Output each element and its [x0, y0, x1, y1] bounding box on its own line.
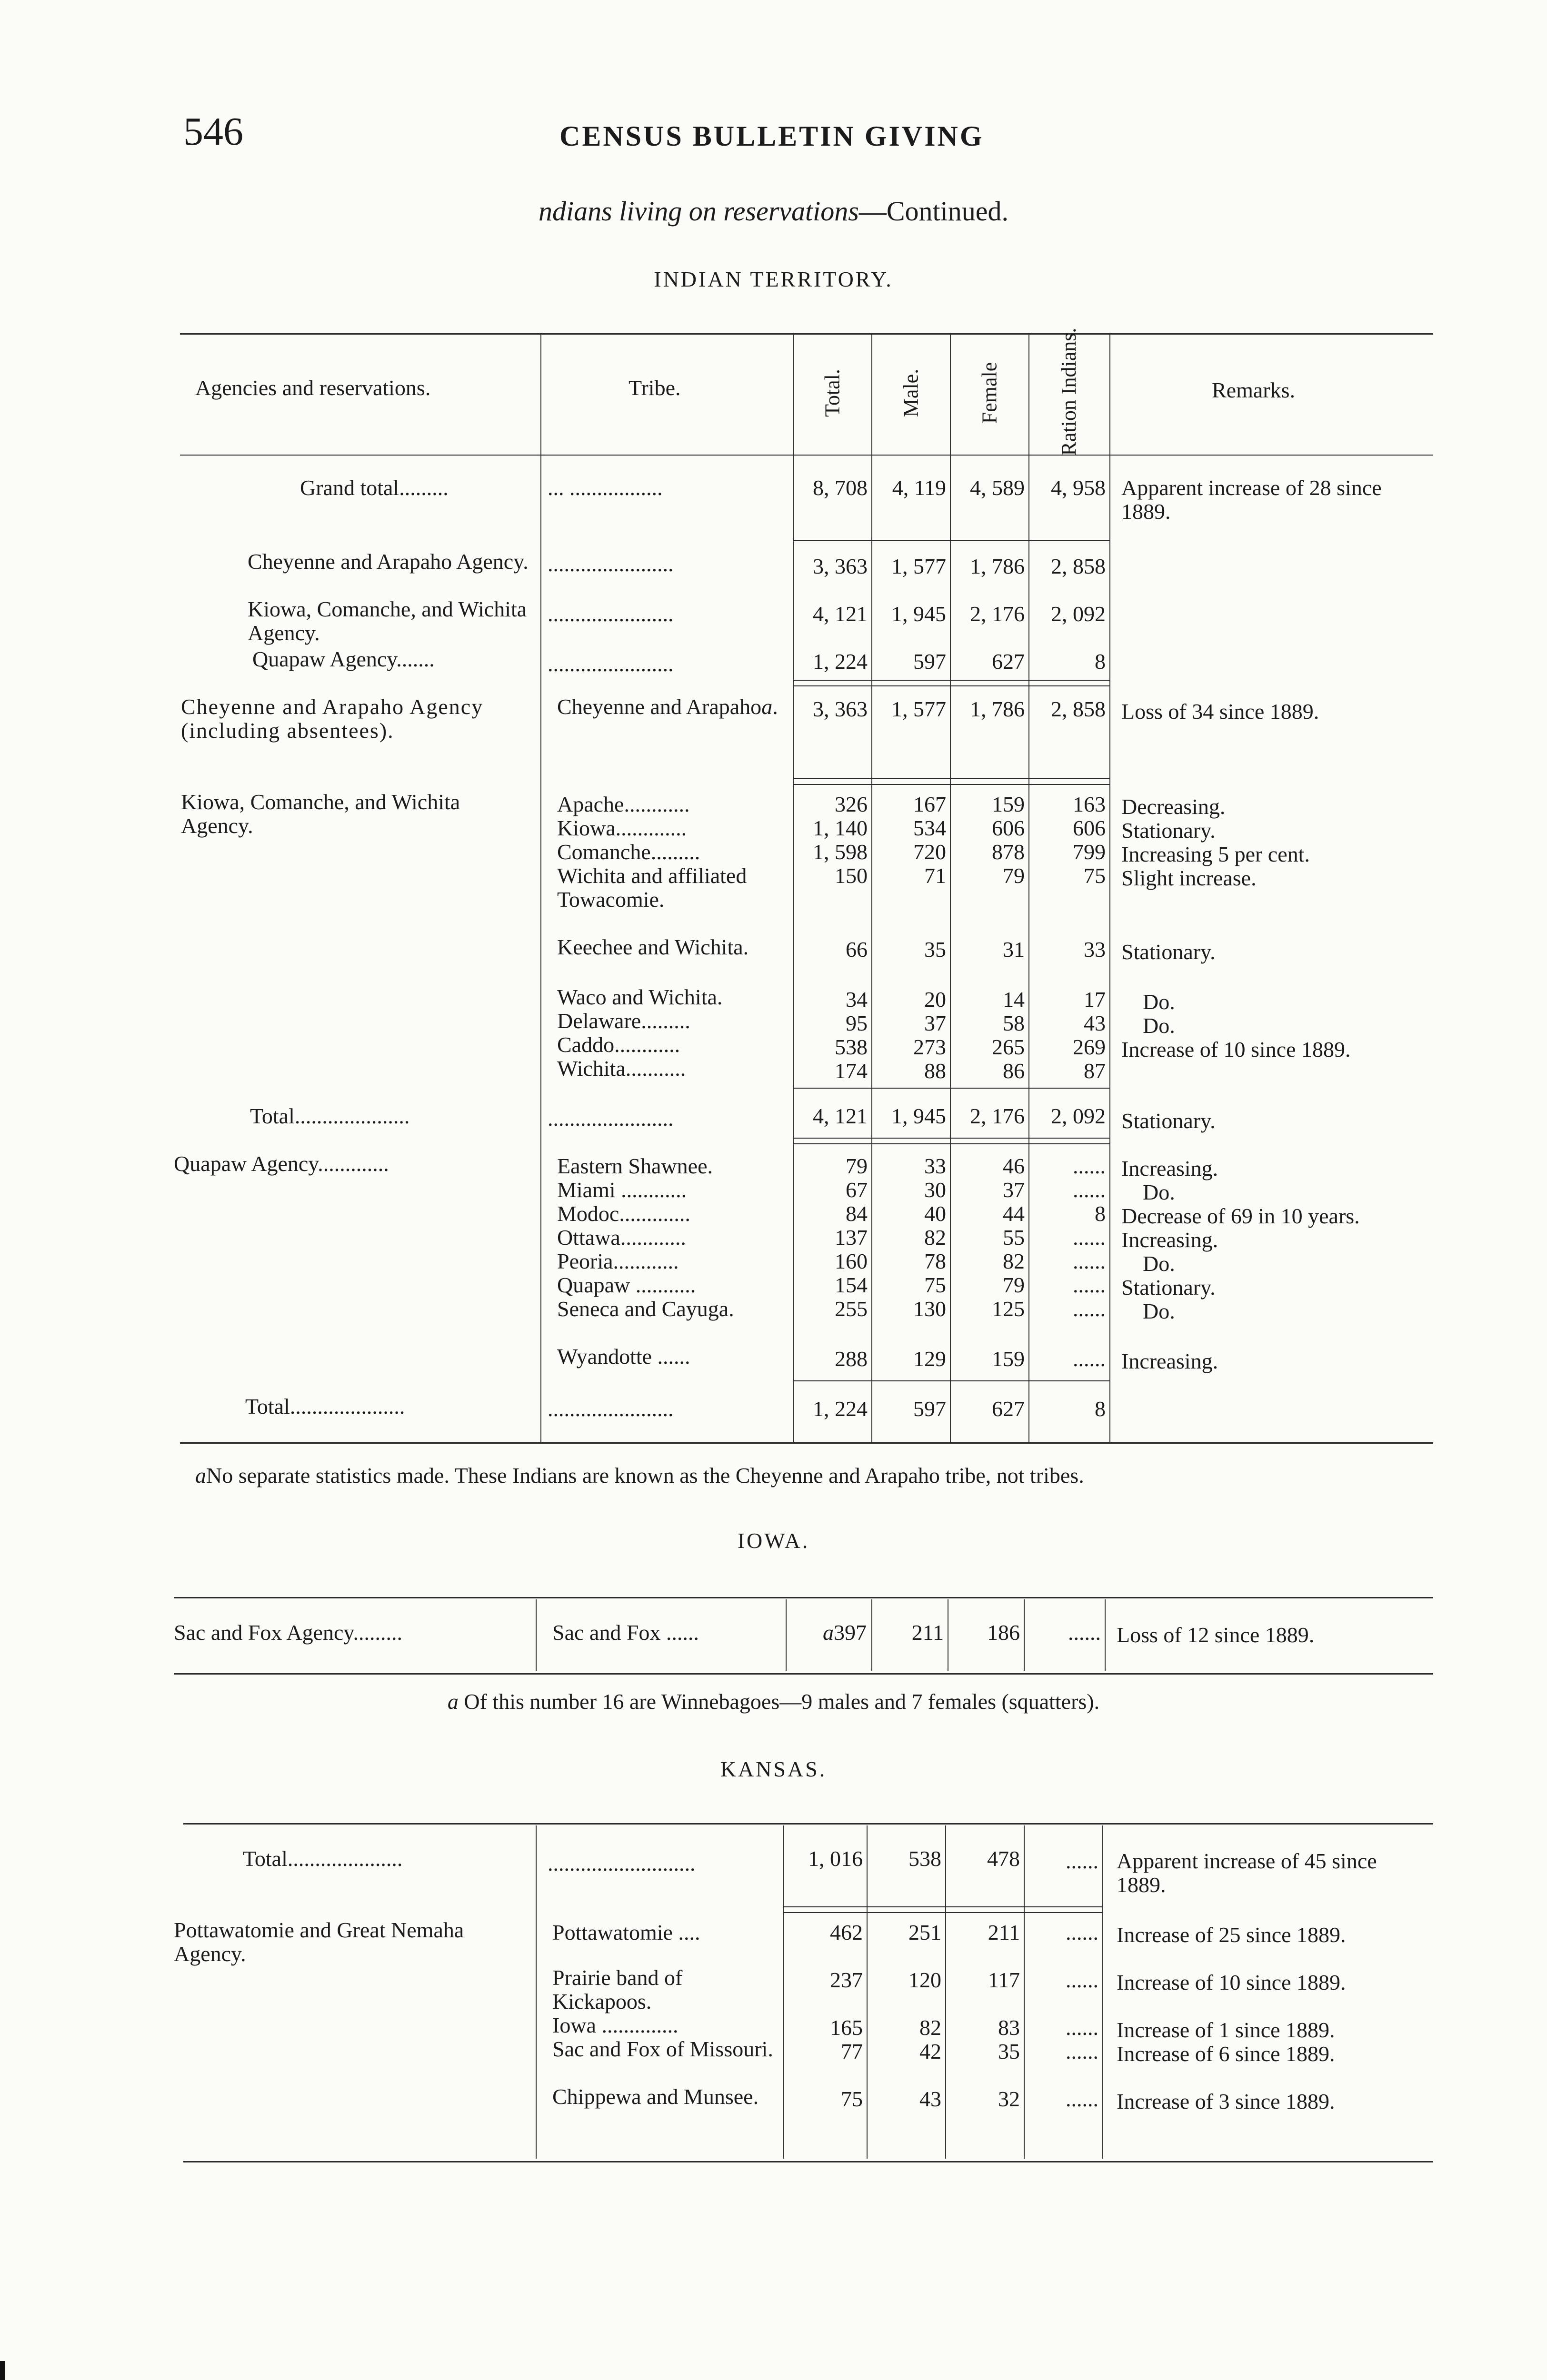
footnote-mark: a — [761, 694, 773, 719]
cell-total: 3, 363 — [813, 697, 868, 721]
table-top-rule — [174, 1597, 1433, 1598]
cell-ration: ...... — [1066, 1968, 1098, 1992]
agency-label-kiowa: Kiowa, Comanche, and Wichita Agency. — [181, 790, 460, 838]
col-divider — [783, 1825, 784, 2159]
cell-ration: 606 — [1073, 816, 1106, 840]
cell-ration: 8 — [1095, 1201, 1106, 1226]
cell-female: 82 — [1003, 1249, 1025, 1273]
cell-female: 44 — [1003, 1201, 1025, 1226]
cell-female: 86 — [1003, 1059, 1025, 1083]
cell-total: 77 — [841, 2039, 863, 2063]
header-total: Total. — [820, 369, 844, 417]
total-value: 397 — [834, 1620, 867, 1645]
cell-male: 40 — [924, 1201, 946, 1226]
cell-male: 120 — [908, 1968, 941, 1992]
cell-male: 251 — [908, 1920, 941, 1944]
cell-remarks: Increase of 10 since 1889. — [1121, 1037, 1351, 1061]
cell-ration: ...... — [1073, 1347, 1106, 1371]
cell-total: 95 — [846, 1011, 868, 1035]
cell-male: 78 — [924, 1249, 946, 1273]
agency-label-quapaw: Quapaw Agency............. — [174, 1151, 389, 1176]
cell-ration: ...... — [1073, 1225, 1106, 1250]
cell-male: 273 — [913, 1035, 946, 1059]
cell-male: 167 — [913, 792, 946, 816]
scan-edge — [0, 2361, 5, 2380]
table-bottom-rule — [180, 1442, 1433, 1444]
cell-total: 288 — [835, 1347, 868, 1371]
cell-female: 606 — [992, 816, 1025, 840]
row-label: Cheyenne and Arapaho Agency (including absentees). — [181, 694, 484, 743]
row-tribe: ....................... — [548, 652, 674, 676]
cell-remarks: Decrease of 69 in 10 years. — [1121, 1204, 1360, 1228]
page-number: 546 — [183, 109, 243, 154]
cell-male: 71 — [924, 863, 946, 888]
cell-total: 326 — [835, 792, 868, 816]
cell-male: 534 — [913, 816, 946, 840]
cell-female: 1, 786 — [970, 697, 1025, 721]
cell-remarks: Increase of 3 since 1889. — [1117, 2089, 1335, 2113]
row-tribe: Peoria............ — [557, 1249, 679, 1273]
cell-ration: 43 — [1084, 1011, 1106, 1035]
cell-female: 83 — [998, 2015, 1020, 2040]
cell-total: 1, 598 — [813, 840, 868, 864]
row-label: Total..................... — [243, 1846, 403, 1871]
row-tribe: Chippewa and Munsee. — [552, 2084, 759, 2109]
cell-total: 4, 121 — [813, 602, 868, 626]
cell-ration: ...... — [1073, 1249, 1106, 1273]
cell-male: 538 — [908, 1846, 941, 1871]
cell-male: 597 — [913, 1397, 946, 1421]
cell-female: 58 — [1003, 1011, 1025, 1035]
cell-remarks: Increase of 10 since 1889. — [1117, 1970, 1346, 1994]
cell-ration: ...... — [1066, 1849, 1098, 1873]
row-tribe: ....................... — [548, 552, 674, 576]
cell-remarks: Increasing. — [1121, 1228, 1218, 1252]
cell-ration: 4, 958 — [1051, 476, 1106, 500]
col-divider — [1105, 1599, 1106, 1671]
cell-ration: ...... — [1073, 1297, 1106, 1321]
col-divider — [793, 333, 794, 1442]
cell-ration: ...... — [1073, 1178, 1106, 1202]
cell-ration: 2, 092 — [1051, 1104, 1106, 1128]
row-tribe: Wyandotte ...... — [557, 1344, 690, 1368]
cell-ration: ...... — [1073, 1154, 1106, 1178]
row-tribe: Caddo............ — [557, 1032, 680, 1057]
cell-ration: 33 — [1084, 937, 1106, 962]
cell-female: 878 — [992, 840, 1025, 864]
subtotal-rule — [793, 1380, 1109, 1381]
row-tribe: ....................... — [548, 1106, 674, 1130]
cell-ration: 87 — [1084, 1059, 1106, 1083]
cell-male: 130 — [913, 1297, 946, 1321]
cell-remarks: Increasing. — [1121, 1156, 1218, 1180]
cell-total: 3, 363 — [813, 554, 868, 578]
cell-remarks: Do. — [1143, 1180, 1175, 1204]
row-label: Total..................... — [245, 1394, 405, 1418]
cell-ration: ...... — [1068, 1620, 1101, 1645]
col-divider — [945, 1825, 946, 2159]
cell-total: 137 — [835, 1225, 868, 1250]
cell-total: 160 — [835, 1249, 868, 1273]
double-rule — [793, 685, 1109, 686]
cell-remarks: Apparent increase of 45 since 1889. — [1117, 1849, 1377, 1897]
cell-female: 159 — [992, 1347, 1025, 1371]
cell-ration: 2, 858 — [1051, 554, 1106, 578]
row-tribe: Sac and Fox ...... — [552, 1620, 699, 1645]
col-divider — [1028, 333, 1029, 1442]
cell-female: 627 — [992, 1397, 1025, 1421]
cell-ration: 2, 858 — [1051, 697, 1106, 721]
cell-total: 66 — [846, 937, 868, 962]
cell-total: 67 — [846, 1178, 868, 1202]
row-label: Total..................... — [250, 1104, 410, 1128]
footnote-text: No separate statistics made. These Indians are known as the Cheyenne and Arapaho tribe, not tribes. — [206, 1463, 1084, 1488]
cell-remarks: Stationary. — [1121, 1109, 1216, 1133]
row-tribe: ........................... — [548, 1851, 696, 1875]
double-rule — [783, 1912, 1102, 1913]
cell-female: 55 — [1003, 1225, 1025, 1250]
table-bottom-rule — [174, 1673, 1433, 1675]
page-subtitle — [0, 195, 1547, 227]
cell-female: 14 — [1003, 987, 1025, 1012]
cell-remarks: Stationary. — [1121, 1275, 1216, 1299]
cell-total: 237 — [830, 1968, 863, 1992]
cell-male: 43 — [919, 2087, 941, 2111]
agency-label-pottawatomie: Pottawatomie and Great Nemaha Agency. — [174, 1918, 464, 1966]
cell-male: 129 — [913, 1347, 946, 1371]
cell-male: 82 — [924, 1225, 946, 1250]
footnote-mark: a — [195, 1463, 206, 1488]
cell-female: 79 — [1003, 863, 1025, 888]
cell-male: 1, 945 — [891, 602, 946, 626]
section-title-iowa: IOWA. — [737, 1528, 810, 1553]
row-tribe: ....................... — [548, 602, 674, 626]
cell-ration: ...... — [1066, 2015, 1098, 2040]
cell-ration: 75 — [1084, 863, 1106, 888]
row-tribe: Seneca and Cayuga. — [557, 1297, 734, 1321]
row-label: Quapaw Agency....... — [252, 647, 435, 671]
row-tribe: ....................... — [548, 1397, 674, 1421]
cell-remarks: Increasing. — [1121, 1349, 1218, 1373]
row-tribe: Comanche......... — [557, 840, 700, 864]
cell-male: 1, 945 — [891, 1104, 946, 1128]
cell-ration: ...... — [1066, 1920, 1098, 1944]
cell-total: 84 — [846, 1201, 868, 1226]
row-tribe: ... ................. — [548, 476, 663, 500]
subtotal-rule — [793, 1088, 1109, 1089]
cell-ration: 799 — [1073, 840, 1106, 864]
cell-male: 75 — [924, 1273, 946, 1297]
cell-remarks: Do. — [1143, 1299, 1175, 1323]
subtitle-italic: ndians living on reservations — [538, 196, 859, 227]
row-label: Sac and Fox Agency......... — [174, 1620, 402, 1645]
cell-male: 37 — [924, 1011, 946, 1035]
cell-male: 720 — [913, 840, 946, 864]
col-divider — [786, 1599, 787, 1671]
cell-female: 4, 589 — [970, 476, 1025, 500]
row-tribe: Keechee and Wichita. — [557, 935, 749, 959]
cell-female: 32 — [998, 2087, 1020, 2111]
cell-remarks: Do. — [1143, 1013, 1175, 1038]
cell-total: 1, 016 — [808, 1846, 863, 1871]
row-tribe: Modoc............. — [557, 1201, 690, 1226]
header-ration-indians: Ration Indians. — [1057, 327, 1080, 456]
double-rule — [793, 1143, 1109, 1144]
row-tribe: Ottawa............ — [557, 1225, 686, 1250]
col-divider — [871, 1599, 872, 1671]
double-rule — [793, 784, 1109, 785]
header-female: Female — [978, 362, 1001, 424]
row-tribe: Waco and Wichita. — [557, 985, 723, 1009]
cell-ration: 8 — [1095, 1397, 1106, 1421]
footnote-iowa — [0, 1690, 1547, 1714]
cell-ration: ...... — [1073, 1273, 1106, 1297]
cell-ration: 8 — [1095, 649, 1106, 674]
cell-total: 255 — [835, 1297, 868, 1321]
cell-remarks: Decreasing. — [1121, 794, 1226, 819]
cell-female: 79 — [1003, 1273, 1025, 1297]
footnote-mark: a — [447, 1689, 459, 1714]
row-tribe: Prairie band of Kickapoos. — [552, 1965, 683, 2013]
cell-total: 174 — [835, 1059, 868, 1083]
cell-remarks: Increasing 5 per cent. — [1121, 842, 1310, 866]
row-tribe: Quapaw ........... — [557, 1273, 696, 1297]
cell-female: 1, 786 — [970, 554, 1025, 578]
cell-ration: 17 — [1084, 987, 1106, 1012]
cell-male: 597 — [913, 649, 946, 674]
cell-remarks: Do. — [1143, 990, 1175, 1014]
cell-male: 82 — [919, 2015, 941, 2040]
row-tribe: Iowa .............. — [552, 2013, 679, 2037]
row-tribe: Sac and Fox of Missouri. — [552, 2037, 773, 2061]
row-tribe: Delaware......... — [557, 1009, 690, 1033]
row-tribe: Miami ............ — [557, 1178, 687, 1202]
row-tribe: Pottawatomie .... — [552, 1920, 700, 1944]
row-tribe: Wichita and affiliated Towacomie. — [557, 863, 747, 912]
cell-remarks: Slight increase. — [1121, 866, 1257, 890]
cell-male: 33 — [924, 1154, 946, 1178]
col-divider — [950, 333, 951, 1442]
cell-male: 1, 577 — [891, 554, 946, 578]
cell-total: 538 — [835, 1035, 868, 1059]
subtitle-rest: —Continued. — [858, 196, 1009, 227]
cell-ration: 269 — [1073, 1035, 1106, 1059]
double-rule — [793, 1138, 1109, 1139]
cell-female: 627 — [992, 649, 1025, 674]
cell-male: 1, 577 — [891, 697, 946, 721]
cell-female: 186 — [987, 1620, 1020, 1645]
cell-male: 4, 119 — [892, 476, 946, 500]
header-remarks: Remarks. — [1212, 378, 1296, 402]
cell-total: 79 — [846, 1154, 868, 1178]
cell-total: 165 — [830, 2015, 863, 2040]
cell-ration: ...... — [1066, 2087, 1098, 2111]
cell-remarks: Stationary. — [1121, 818, 1216, 843]
cell-ration: ...... — [1066, 2039, 1098, 2063]
cell-total: 34 — [846, 987, 868, 1012]
double-rule — [783, 1906, 1102, 1907]
cell-female: 125 — [992, 1297, 1025, 1321]
cell-female: 2, 176 — [970, 1104, 1025, 1128]
footnote-text: Of this number 16 are Winnebagoes—9 males and 7 females (squatters). — [464, 1689, 1100, 1714]
cell-female: 46 — [1003, 1154, 1025, 1178]
cell-remarks: Do. — [1143, 1251, 1175, 1276]
row-tribe: Kiowa............. — [557, 816, 687, 840]
row-tribe: Wichita........... — [557, 1056, 686, 1081]
cell-female: 117 — [988, 1968, 1020, 1992]
cell-male: 30 — [924, 1178, 946, 1202]
tribe-name: Cheyenne and Arapaho — [557, 694, 762, 719]
cell-female: 2, 176 — [970, 602, 1025, 626]
cell-ration: 2, 092 — [1051, 602, 1106, 626]
double-rule — [793, 778, 1109, 779]
col-divider — [536, 1825, 537, 2159]
table-top-rule — [183, 1823, 1433, 1825]
row-tribe: Cheyenne and Arapahoa. — [557, 694, 778, 719]
cell-remarks: Stationary. — [1121, 940, 1216, 964]
row-tribe: Apache............ — [557, 792, 690, 816]
row-tribe: Eastern Shawnee. — [557, 1154, 713, 1178]
cell-total: 1, 224 — [813, 649, 868, 674]
cell-female: 37 — [1003, 1178, 1025, 1202]
cell-total — [788, 1621, 867, 1645]
cell-remarks: Apparent increase of 28 since 1889. — [1121, 476, 1382, 524]
col-divider — [1109, 333, 1110, 1442]
cell-male: 35 — [924, 937, 946, 962]
row-label: Cheyenne and Arapaho Agency. — [248, 549, 529, 574]
cell-ration: 163 — [1073, 792, 1106, 816]
col-divider — [867, 1825, 868, 2159]
header-rule — [180, 455, 1433, 456]
table-top-rule — [180, 333, 1433, 335]
section-title-indian-territory: INDIAN TERRITORY. — [654, 267, 893, 291]
cell-total: 8, 708 — [813, 476, 868, 500]
cell-male: 20 — [924, 987, 946, 1012]
row-label: Grand total......... — [300, 476, 449, 500]
cell-male: 211 — [911, 1620, 944, 1645]
cell-female: 265 — [992, 1035, 1025, 1059]
cell-remarks: Increase of 1 since 1889. — [1117, 2018, 1335, 2042]
cell-total: 150 — [835, 863, 868, 888]
footnote-mark: a — [823, 1620, 834, 1645]
cell-total: 1, 224 — [813, 1397, 868, 1421]
col-divider — [536, 1599, 537, 1671]
double-rule — [793, 680, 1109, 681]
header-tribe: Tribe. — [629, 376, 681, 400]
col-divider — [871, 333, 872, 1442]
footnote-indian-territory — [181, 1464, 1433, 1488]
header-male: Male. — [899, 368, 923, 417]
cell-remarks: Loss of 12 since 1889. — [1117, 1623, 1315, 1647]
col-divider — [1024, 1599, 1025, 1671]
cell-female: 159 — [992, 792, 1025, 816]
row-label: Kiowa, Comanche, and Wichita Agency. — [248, 597, 527, 645]
cell-male: 88 — [924, 1059, 946, 1083]
cell-female: 31 — [1003, 937, 1025, 962]
cell-remarks: Increase of 25 since 1889. — [1117, 1923, 1346, 1947]
cell-female: 211 — [988, 1920, 1020, 1944]
cell-female: 35 — [998, 2039, 1020, 2063]
table-bottom-rule — [183, 2161, 1433, 2162]
cell-total: 1, 140 — [813, 816, 868, 840]
cell-female: 478 — [987, 1846, 1020, 1871]
cell-remarks: Increase of 6 since 1889. — [1117, 2042, 1335, 2066]
running-title: CENSUS BULLETIN GIVING — [559, 120, 984, 152]
cell-total: 154 — [835, 1273, 868, 1297]
cell-total: 462 — [830, 1920, 863, 1944]
cell-total: 4, 121 — [813, 1104, 868, 1128]
section-title-kansas: KANSAS. — [720, 1757, 827, 1781]
col-divider — [1024, 1825, 1025, 2159]
cell-remarks: Loss of 34 since 1889. — [1121, 699, 1319, 724]
cell-male: 42 — [919, 2039, 941, 2063]
cell-total: 75 — [841, 2087, 863, 2111]
col-divider — [540, 333, 541, 1442]
subtotal-rule — [793, 540, 1109, 541]
header-agencies: Agencies and reservations. — [195, 376, 431, 400]
col-divider — [1102, 1825, 1103, 2159]
